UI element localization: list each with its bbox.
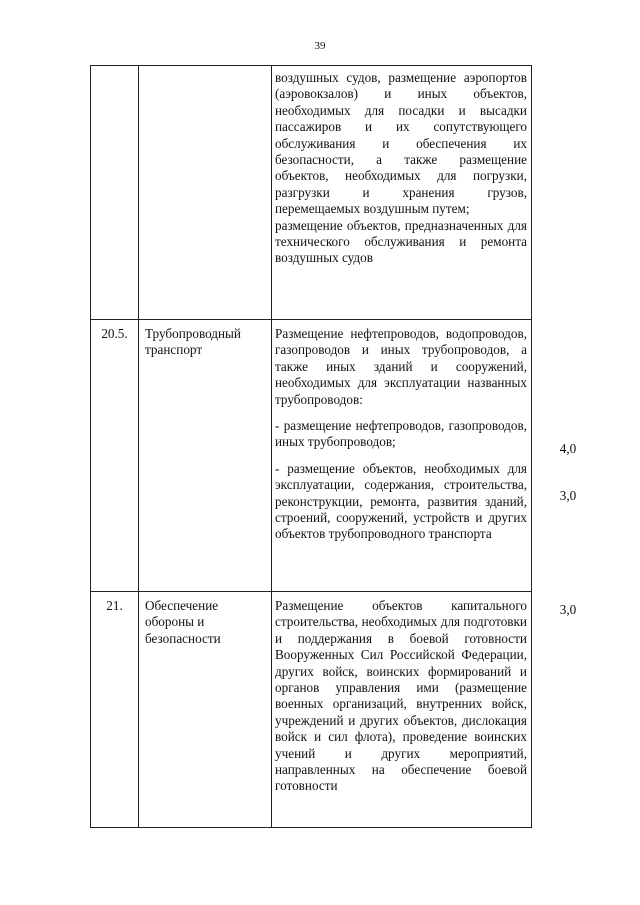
- coefficient-value: 3,0: [559, 602, 577, 617]
- row-content-cell: [272, 592, 532, 828]
- row-name-cell: [139, 66, 272, 320]
- row-content-cell: [272, 66, 532, 320]
- table-row: [91, 66, 532, 320]
- table-row: [91, 592, 532, 828]
- description-text: - размещение объектов, необходимых для эксплуатации, содержания, строительства, реконструкции, ремонта, развития зданий, строений, сооружений, устройств и других объектов трубопроводного транспорта: [275, 460, 527, 542]
- content-block: [272, 418, 531, 451]
- content-block: [272, 326, 531, 408]
- row-number-cell: [91, 66, 139, 320]
- content-block: [272, 70, 531, 218]
- page-number: 39: [314, 40, 326, 52]
- row-name-cell: Обеспечение обороны и безопасности: [139, 592, 272, 828]
- row-number-cell: 20.5.: [91, 320, 139, 592]
- coefficient-value: 4,0: [559, 441, 577, 456]
- row-name-cell: Трубопроводный транспорт: [139, 320, 272, 592]
- description-text: воздушных судов, размещение аэропортов (аэровокзалов) и иных объектов, необходимых для посадки и высадки пассажиров и их сопутствующего обслуживания и обеспечения их безопасности, а также размещение объектов, необходимых для погрузки, разгрузки и хранения грузов, перемещаемых воздушным путем;: [275, 70, 527, 217]
- content-block: [272, 218, 531, 267]
- description-text: Размещение объектов капитального строительства, необходимых для подготовки и поддержания в боевой готовности Вооруженных Сил Российской Федерации, других войск, воинских формирований и органов управления ими (размещение военных организаций, внутренних войск, учреждений и других объектов, дислокация войск и сил флота), проведение воинских учений и других мероприятий, направленных на обеспечение боевой готовности: [275, 598, 527, 794]
- row-number-cell: 21.: [91, 592, 139, 828]
- description-text: размещение объектов, предназначенных для технического обслуживания и ремонта воздушных судов: [275, 217, 527, 266]
- content-block: [272, 598, 531, 795]
- description-text: - размещение нефтепроводов, газопроводов, иных трубопроводов;: [275, 418, 527, 450]
- row-content-cell: [272, 320, 532, 592]
- coefficient-value: 3,0: [559, 488, 577, 503]
- land-use-table: [90, 65, 532, 828]
- content-block: [272, 461, 531, 543]
- table-row: [91, 320, 532, 592]
- description-text: Размещение нефтепроводов, водопроводов, газопроводов и иных трубопроводов, а также иных зданий и сооружений, необходимых для эксплуатации названных трубопроводов:: [275, 326, 527, 407]
